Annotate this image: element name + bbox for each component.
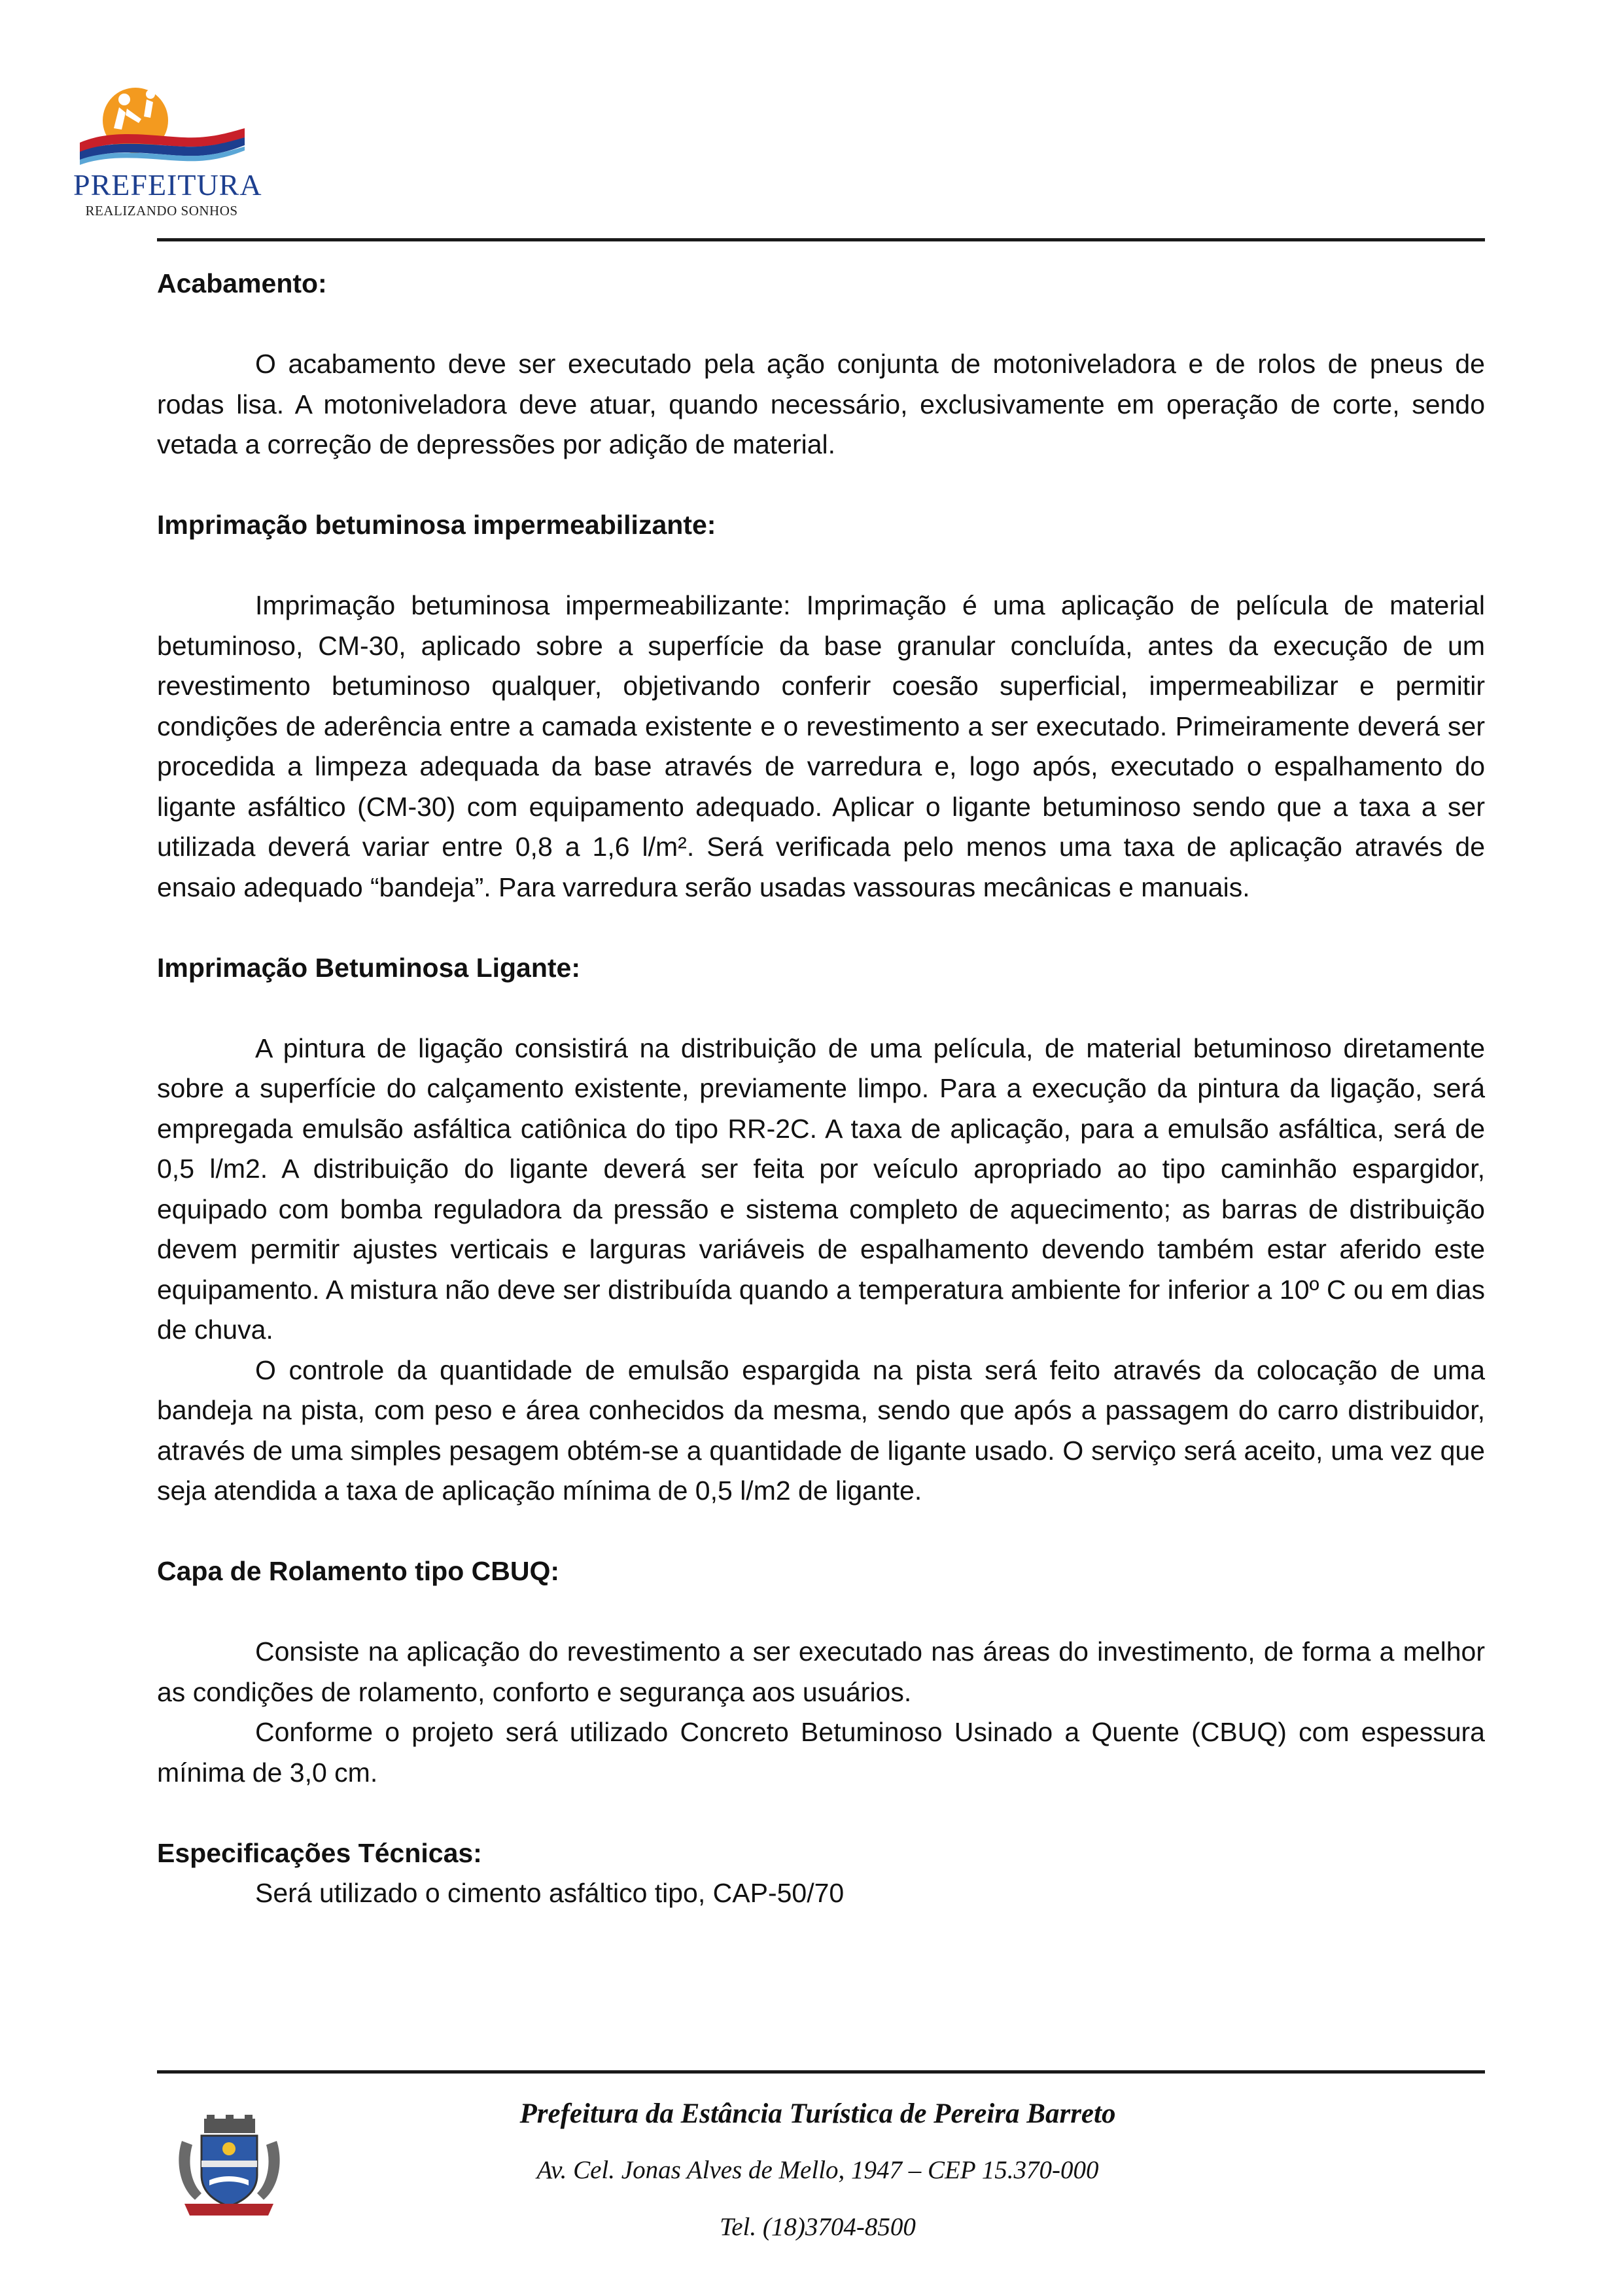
document-body xyxy=(157,264,1485,1914)
paragraph: O controle da quantidade de emulsão espargida na pista será feito através da colocação de uma bandeja na pista, com peso e área conhecidos da mesma, sendo que após a passagem do carro distribuidor, através de uma simples pesagem obtém-se a quantidade de ligante usado. O serviço será aceito, uma vez que seja atendida a taxa de aplicação mínima de 0,5 l/m2 de ligante. xyxy=(157,1354,1485,1506)
section-heading: Capa de Rolamento tipo CBUQ: xyxy=(157,1556,560,1586)
logo-wordmark: PREFEITURA xyxy=(73,168,262,202)
logo-emblem-icon xyxy=(73,82,250,174)
paragraph: A pintura de ligação consistirá na distribuição de uma película, de material betuminoso diretamente sobre a superfície do calçamento existente, previamente limpo. Para a execução da pintura da ligação, será empregada emulsão asfáltica catiônica do tipo RR-2C. A taxa de aplicação, para a emulsão asfáltica, será de 0,5 l/m2. A distribuição do ligante deverá ser feita por veículo apropriado ao tipo caminhão espargidor, equipado com bomba reguladora da pressão e sistema completo de aquecimento; as barras de distribuição devem permitir ajustes verticais e larguras variáveis de espalhamento devendo também estar aferido este equipamento. A mistura não deve ser distribuída quando a temperatura ambiente for inferior a 10º C ou em dias de chuva. xyxy=(157,1033,1485,1345)
footer-address: Av. Cel. Jonas Alves de Mello, 1947 – CEP 15.370-000 xyxy=(536,2156,1099,2184)
paragraph: Imprimação betuminosa impermeabilizante: Imprimação é uma aplicação de película de material betuminoso, CM-30, aplicado sobre a superfície da base granular concluída, antes da execução de um revestimento betuminoso qualquer, objetivando conferir coesão superficial, impermeabilizar e permitir condições de aderência entre a camada existente e o revestimento a ser executado. Primeiramente deverá ser procedida a limpeza adequada da base através de varredura e, logo após, executado o espalhamento do ligante asfáltico (CM-30) com equipamento adequado. Aplicar o ligante betuminoso sendo que a taxa a ser utilizada deverá variar entre 0,8 a 1,6 l/m². Será verificada pelo menos uma taxa de aplicação através de ensaio adequado “bandeja”. Para varredura serão usadas vassouras mecânicas e manuais. xyxy=(157,590,1485,902)
section-heading: Imprimação Betuminosa Ligante: xyxy=(157,952,581,983)
section-heading: Especificações Técnicas: xyxy=(157,1837,482,1868)
footer-divider xyxy=(157,2070,1485,2074)
paragraph: O acabamento deve ser executado pela ação conjunta de motoniveladora e de rolos de pneus de rodas lisa. A motoniveladora deve atuar, quando necessário, exclusivamente em operação de corte, sendo vetada a correção de depressões por adição de material. xyxy=(157,349,1485,459)
footer-institution: Prefeitura da Estância Turística de Pereira Barreto xyxy=(519,2098,1116,2129)
header-divider xyxy=(157,238,1485,241)
paragraph: Conforme o projeto será utilizado Concreto Betuminoso Usinado a Quente (CBUQ) com espessura mínima de 3,0 cm. xyxy=(157,1717,1485,1788)
paragraph: Consiste na aplicação do revestimento a ser executado nas áreas do investimento, de forma a melhor as condições de rolamento, conforto e segurança aos usuários. xyxy=(157,1636,1485,1707)
paragraph: Será utilizado o cimento asfáltico tipo, CAP-50/70 xyxy=(255,1878,845,1908)
prefeitura-logo xyxy=(73,82,262,226)
logo-tagline: REALIZANDO SONHOS xyxy=(85,203,238,219)
footer-phone: Tel. (18)3704-8500 xyxy=(720,2213,916,2241)
section-heading: Imprimação betuminosa impermeabilizante: xyxy=(157,510,716,540)
section-heading: Acabamento: xyxy=(157,268,327,298)
municipal-crest-icon xyxy=(175,2115,283,2219)
